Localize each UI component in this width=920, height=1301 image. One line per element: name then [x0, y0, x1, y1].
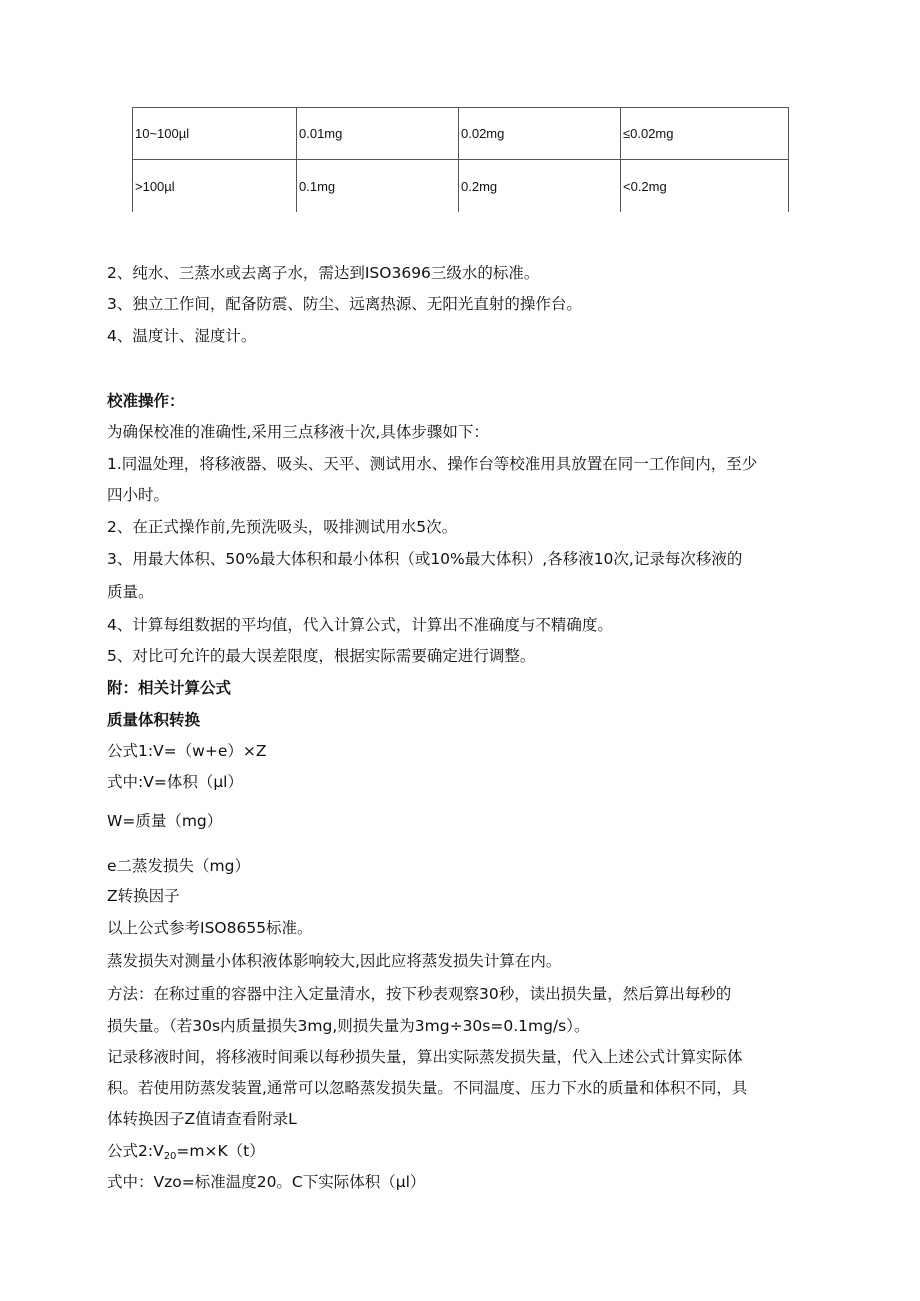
- table-cell: 0.1mg: [297, 160, 459, 213]
- calibration-step-2: 2、在正式操作前,先预洗吸头，吸排测试用水5次。: [107, 518, 458, 536]
- formula-2-prefix: 公式2:V: [107, 1142, 164, 1160]
- record-text-cont-1: 积。若使用防蒸发装置,通常可以忽略蒸发损失量。不同温度、压力下水的质量和体积不同，具: [107, 1079, 748, 1097]
- formula-1-where: 式中:V=体积（µl）: [107, 773, 243, 791]
- calibration-step-5: 5、对比可允许的最大误差限度，根据实际需要确定进行调整。: [107, 647, 536, 665]
- z-definition: Z转换因子: [107, 887, 180, 905]
- appendix-heading: 附：相关计算公式: [107, 679, 232, 697]
- table-row: [133, 108, 789, 160]
- e-definition: e二蒸发损失（mg）: [107, 857, 250, 875]
- calibration-step-3: 3、用最大体积、50%最大体积和最小体积（或10%最大体积）,各移液10次,记录每次移液的: [107, 550, 743, 568]
- appendix-subheading: 质量体积转换: [107, 711, 201, 729]
- calibration-heading: 校准操作：: [107, 392, 185, 410]
- record-text-cont-2: 体转换因子Z值请查看附录L: [107, 1110, 297, 1128]
- standard-reference: 以上公式参考ISO8655标准。: [107, 919, 313, 937]
- table-row: [133, 160, 789, 213]
- tolerance-table: [132, 107, 789, 212]
- method-text: 方法：在称过重的容器中注入定量清水，按下秒表观察30秒，读出损失量，然后算出每秒的: [107, 985, 732, 1003]
- calibration-step-4: 4、计算每组数据的平均值，代入计算公式，计算出不准确度与不精确度。: [107, 616, 613, 634]
- formula-2-where: 式中：Vzo=标准温度20。C下实际体积（µl）: [107, 1173, 426, 1191]
- formula-2-suffix: =m×K（t）: [176, 1142, 265, 1160]
- table-cell: <0.2mg: [621, 160, 789, 213]
- table-cell: 0.02mg: [459, 108, 621, 160]
- calibration-step-1: 1.同温处理，将移液器、吸头、天平、测试用水、操作台等校准用具放置在同一工作间内，至少: [107, 455, 758, 473]
- evaporation-note: 蒸发损失对测量小体积液体影响较大,因此应将蒸发损失计算在内。: [107, 952, 562, 970]
- requirement-3: 3、独立工作间，配备防震、防尘、远离热源、无阳光直射的操作台。: [107, 295, 582, 313]
- formula-2: [107, 1141, 265, 1161]
- table-cell: 0.01mg: [297, 108, 459, 160]
- method-text-cont: 损失量。（若30s内质量损失3mg,则损失量为3mg÷30s=0.1mg∕s）。: [107, 1017, 590, 1035]
- formula-2-subscript: 20: [163, 1151, 177, 1162]
- table-cell: ≤0.02mg: [621, 108, 789, 160]
- calibration-step-3-cont: 质量。: [107, 583, 154, 601]
- record-text: 记录移液时间，将移液时间乘以每秒损失量，算出实际蒸发损失量，代入上述公式计算实际体: [107, 1048, 743, 1066]
- requirement-2: 2、纯水、三蒸水或去离子水，需达到ISO3696三级水的标准。: [107, 264, 540, 282]
- table-cell: 0.2mg: [459, 160, 621, 213]
- table-cell: 10~100µl: [133, 108, 297, 160]
- calibration-step-1-cont: 四小时。: [107, 486, 170, 504]
- w-definition: W=质量（mg）: [107, 812, 223, 830]
- formula-1: 公式1:V=（w+e）×Z: [107, 742, 267, 760]
- requirement-4: 4、温度计、湿度计。: [107, 327, 257, 345]
- calibration-intro: 为确保校准的准确性,采用三点移液十次,具体步骤如下：: [107, 423, 489, 441]
- table-cell: >100µl: [133, 160, 297, 213]
